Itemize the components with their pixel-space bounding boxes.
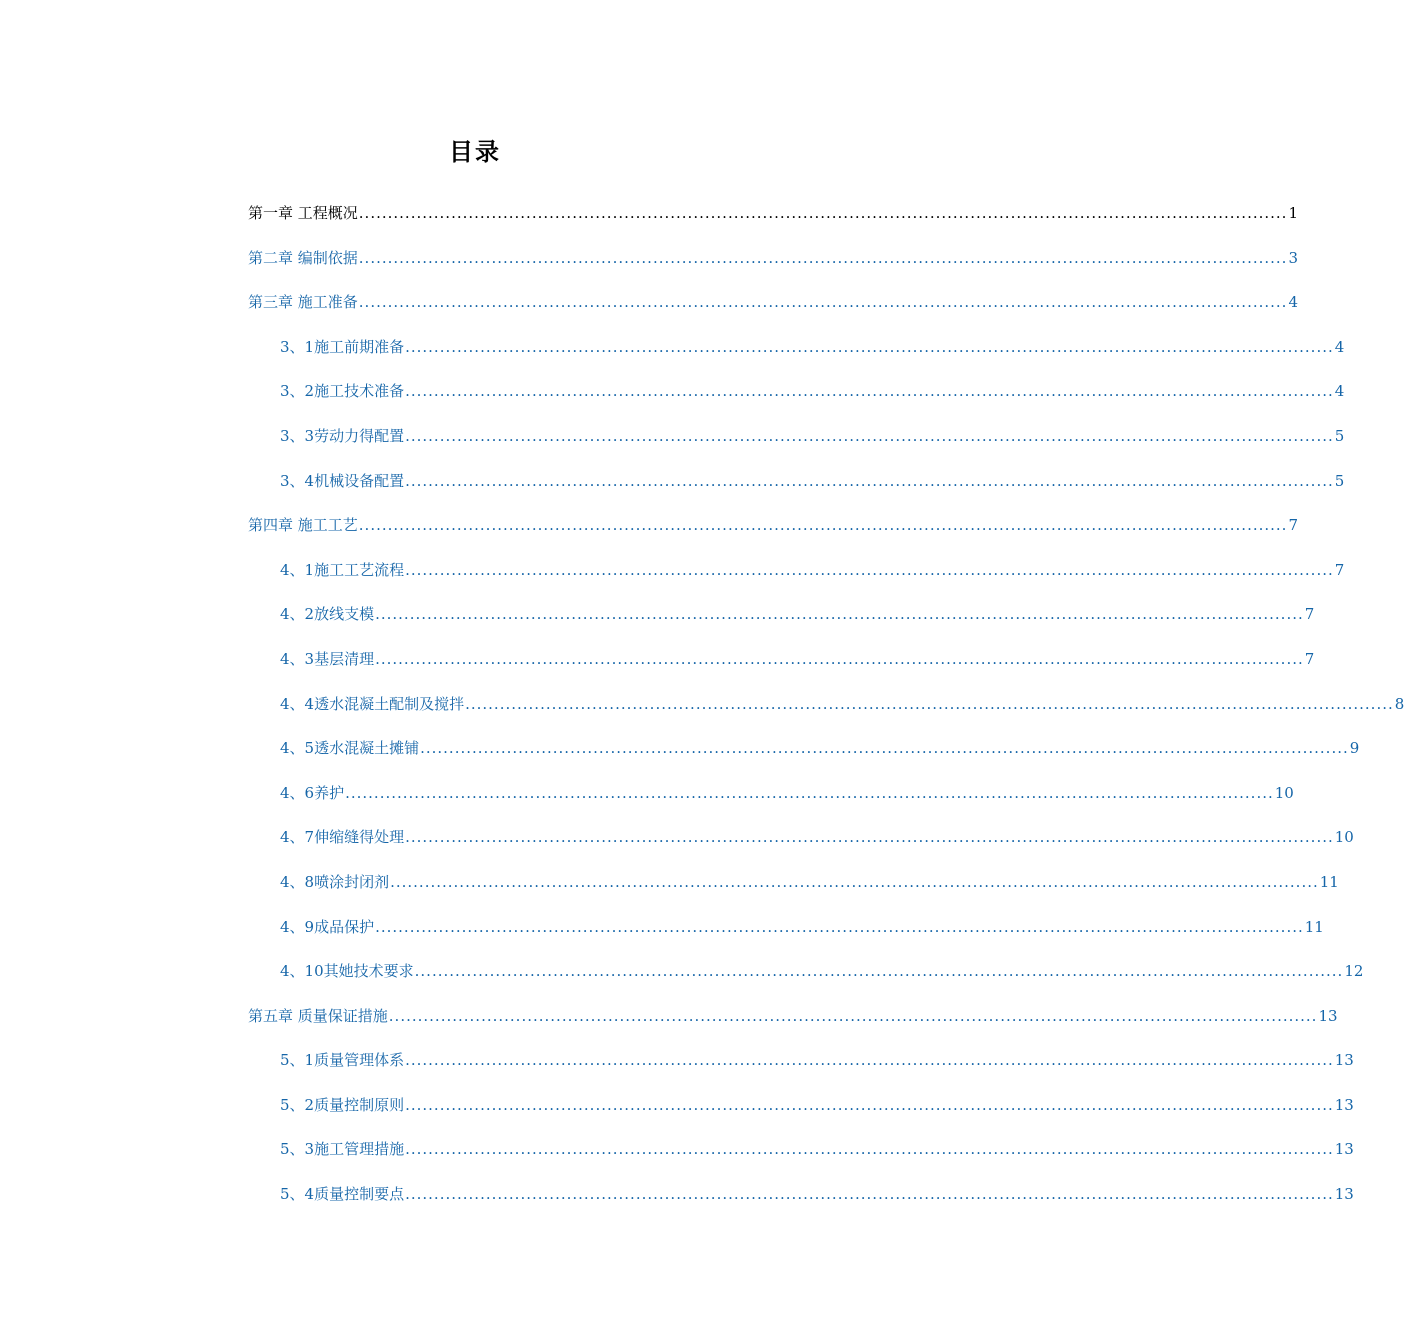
toc-entry-label: 5、4质量控制要点 (280, 1185, 405, 1204)
toc-title: 目录 (449, 137, 501, 166)
toc-entry-label: 4、3基层清理 (280, 649, 375, 668)
toc-entry[interactable] (248, 514, 1298, 559)
toc-entry-label: 4、6养护 (280, 783, 345, 802)
toc-entry-label: 3、2施工技术准备 (280, 382, 405, 401)
toc-dot-leader: ................................................................................................................................................................. (358, 204, 1288, 222)
toc-entry-page-number: 13 (1334, 1140, 1354, 1159)
toc-entry[interactable] (248, 960, 1364, 1005)
toc-dot-leader: ................................................................................................................................................................. (375, 605, 1304, 624)
toc-entry-label: 第四章 施工工艺 (248, 516, 358, 535)
toc-dot-leader: ................................................................................................................................................................. (414, 962, 1344, 981)
toc-entry-page-number: 10 (1334, 828, 1354, 847)
toc-entry-label: 5、3施工管理措施 (280, 1140, 405, 1159)
toc-entry[interactable] (248, 291, 1298, 336)
toc-entry[interactable] (248, 336, 1345, 381)
toc-dot-leader: ................................................................................................................................................................. (388, 1006, 1318, 1025)
toc-entry[interactable] (248, 693, 1404, 738)
toc-entry-label: 3、4机械设备配置 (280, 471, 405, 490)
toc-entry[interactable] (248, 648, 1315, 693)
toc-entry[interactable] (248, 559, 1345, 604)
toc-entry-page-number: 4 (1334, 382, 1345, 401)
toc-entry-label: 3、3劳动力得配置 (280, 426, 405, 445)
toc-dot-leader: ................................................................................................................................................................. (405, 560, 1334, 579)
toc-entry-page-number: 9 (1349, 739, 1360, 758)
toc-entry[interactable] (248, 916, 1324, 961)
toc-entry[interactable] (248, 603, 1315, 648)
toc-entry-page-number: 11 (1304, 917, 1324, 936)
toc-entry-page-number: 7 (1304, 605, 1315, 624)
toc-entry-label: 4、5透水混凝土摊铺 (280, 739, 420, 758)
toc-dot-leader: ................................................................................................................................................................. (390, 872, 1319, 891)
toc-entry-label: 第五章 质量保证措施 (248, 1006, 388, 1025)
toc-entry-label: 4、9成品保护 (280, 917, 375, 936)
toc-entry-page-number: 5 (1334, 471, 1345, 490)
toc-entry-page-number: 11 (1319, 872, 1339, 891)
toc-entry[interactable] (248, 247, 1298, 292)
toc-entry-page-number: 13 (1334, 1095, 1354, 1114)
toc-entry[interactable] (248, 202, 1298, 247)
toc-entry[interactable] (248, 470, 1345, 515)
toc-entry-page-number: 12 (1344, 962, 1364, 981)
toc-entry-label: 5、2质量控制原则 (280, 1095, 405, 1114)
toc-entry[interactable] (248, 737, 1360, 782)
toc-dot-leader: ................................................................................................................................................................. (405, 1140, 1334, 1159)
toc-entry-page-number: 3 (1288, 248, 1298, 267)
toc-dot-leader: ................................................................................................................................................................. (420, 739, 1349, 758)
toc-entry[interactable] (248, 782, 1294, 827)
toc-entry[interactable] (248, 380, 1345, 425)
toc-entry-page-number: 13 (1318, 1006, 1338, 1025)
toc-dot-leader: ................................................................................................................................................................. (358, 516, 1288, 535)
toc-entry-label: 4、4透水混凝土配制及搅拌 (280, 694, 465, 713)
toc-entry-page-number: 1 (1288, 204, 1298, 222)
toc-entry-page-number: 7 (1288, 516, 1298, 535)
toc-dot-leader: ................................................................................................................................................................. (405, 1051, 1334, 1070)
toc-entry-page-number: 4 (1288, 293, 1298, 312)
toc-entry-label: 4、10其她技术要求 (280, 962, 414, 981)
toc-entry-page-number: 5 (1334, 426, 1345, 445)
toc-dot-leader: ................................................................................................................................................................. (405, 382, 1334, 401)
toc-entry-label: 第一章 工程概况 (248, 204, 358, 222)
toc-entry-label: 4、1施工工艺流程 (280, 560, 405, 579)
toc-dot-leader: ................................................................................................................................................................. (405, 1185, 1334, 1204)
toc-entry-page-number: 8 (1394, 694, 1404, 713)
toc-dot-leader: ................................................................................................................................................................. (405, 471, 1334, 490)
toc-dot-leader: ................................................................................................................................................................. (358, 293, 1288, 312)
toc-entry-label: 第二章 编制依据 (248, 248, 358, 267)
toc-dot-leader: ................................................................................................................................................................. (375, 649, 1304, 668)
toc-entry-label: 第三章 施工准备 (248, 293, 358, 312)
toc-entry-page-number: 4 (1334, 337, 1345, 356)
toc-entry[interactable] (248, 1049, 1354, 1094)
toc-entry-label: 4、7伸缩缝得处理 (280, 828, 405, 847)
toc-dot-leader: ................................................................................................................................................................. (358, 248, 1288, 267)
toc-entry-label: 4、2放线支模 (280, 605, 375, 624)
toc-entry-page-number: 7 (1334, 560, 1345, 579)
toc-dot-leader: ................................................................................................................................................................. (465, 694, 1394, 713)
toc-entry[interactable] (248, 871, 1339, 916)
toc-entry[interactable] (248, 425, 1345, 470)
toc-entry-page-number: 10 (1274, 783, 1294, 802)
toc-entry-page-number: 13 (1334, 1185, 1354, 1204)
toc-entry[interactable] (248, 1183, 1354, 1228)
toc-dot-leader: ................................................................................................................................................................. (405, 1095, 1334, 1114)
toc-entry-page-number: 7 (1304, 649, 1315, 668)
toc-dot-leader: ................................................................................................................................................................. (405, 828, 1334, 847)
toc-dot-leader: ................................................................................................................................................................. (345, 783, 1274, 802)
toc-dot-leader: ................................................................................................................................................................. (375, 917, 1304, 936)
toc-entry-label: 5、1质量管理体系 (280, 1051, 405, 1070)
toc-dot-leader: ................................................................................................................................................................. (405, 426, 1334, 445)
toc-entry-page-number: 13 (1334, 1051, 1354, 1070)
toc-entry[interactable] (248, 1005, 1338, 1050)
toc-entry[interactable] (248, 1138, 1354, 1183)
toc-entry[interactable] (248, 1094, 1354, 1139)
toc-entry-label: 3、1施工前期准备 (280, 337, 405, 356)
toc-dot-leader: ................................................................................................................................................................. (405, 337, 1334, 356)
toc-list (248, 202, 1404, 1228)
toc-entry-label: 4、8喷涂封闭剂 (280, 872, 390, 891)
toc-entry[interactable] (248, 826, 1354, 871)
